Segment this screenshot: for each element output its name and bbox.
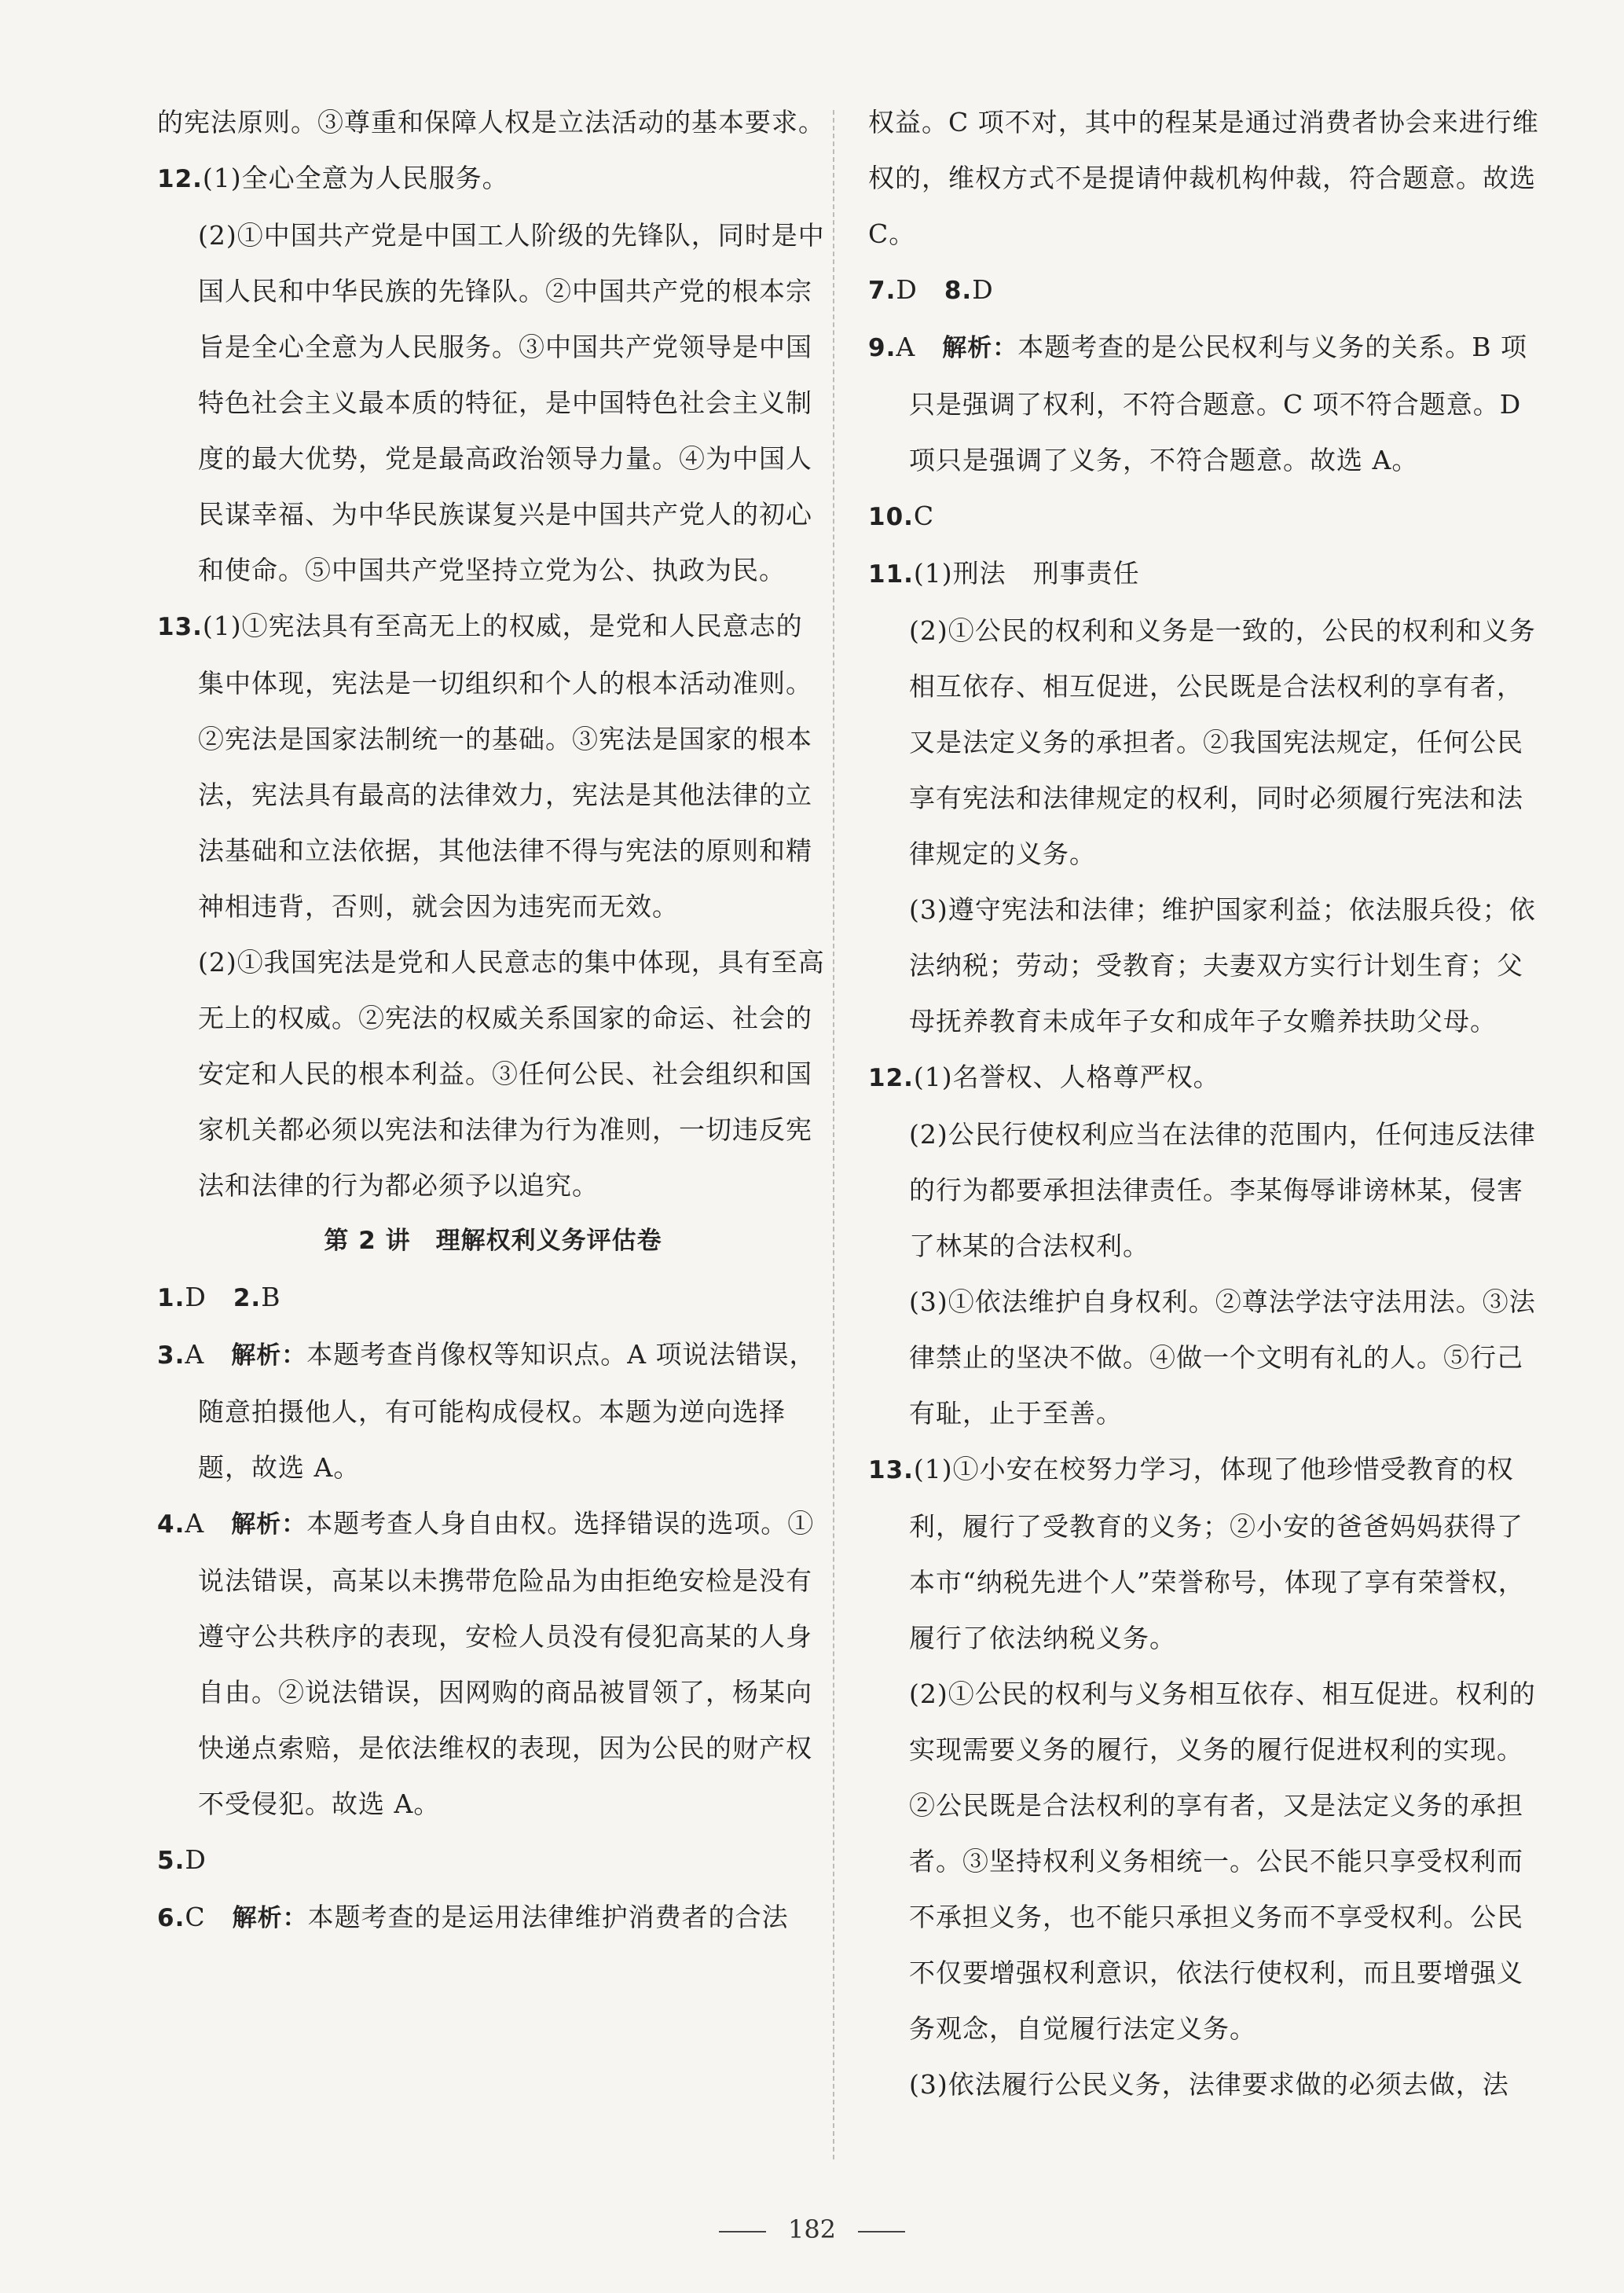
answer-text: (1)①宪法具有至高无上的权威，是党和人民意志的集中体现，宪法是一切组织和个人的根本活动准则。②宪法是国家法制统一的基础。③宪法是国家的根本法，宪法具有最高的法律效力，宪法是其他法律的立法基础和立法依据，其他法律不得与宪法的原则和精神相违背，否则，就会因为违宪而无效。 [198,611,812,922]
answer-text: D [185,1282,233,1312]
answer-text: C [913,501,935,531]
answer-text: B [261,1282,281,1312]
question-number: 10. [868,503,914,531]
question-number: 5. [157,1847,185,1875]
answer-text: (1)①小安在校努力学习，体现了他珍惜受教育的权利，履行了受教育的义务；②小安的爸爸妈妈获得了本市“纳税先进个人”荣誉称号，体现了享有荣誉权，履行了依法纳税义务。 [909,1454,1525,1653]
page-footer [0,2214,1624,2244]
question-number: 9. [868,334,896,362]
section-title: 第 2 讲 理解权利义务评估卷 [324,1227,662,1255]
question-number: 3. [157,1341,185,1370]
answer-item [157,598,829,934]
answer-item [868,262,1540,319]
answer-subpart: (3)①依法维护自身权利。②尊法学法守法用法。③法律禁止的坚决不做。④做一个文明有礼的人。⑤行己有耻，止于至善。 [909,1286,1536,1429]
answer-item [868,545,1540,603]
answer-text: C [185,1902,233,1932]
question-number: 12. [157,165,203,193]
question-number: 11. [868,560,914,589]
answer-text: D [185,1844,207,1875]
answer-text: 本题考查人身自由权。选择错误的选项。①说法错误，高某以未携带危险品为由拒绝安检是没有遵守公共秩序的表现，安检人员没有侵犯高某的人身自由。②说法错误，因网购的商品被冒领了，杨某向快递点索赔，是依法维权的表现，因为公民的财产权不受侵犯。故选 A。 [198,1508,815,1819]
question-number: 7. [868,277,896,305]
analysis-label: 解析： [232,1904,308,1932]
question-number: 4. [157,1510,185,1539]
page-number: 182 [787,2214,837,2244]
answer-subpart: (3)依法履行公民义务，法律要求做的必须去做，法 [909,2069,1509,2100]
footer-dash-right [858,2231,905,2232]
continued-text: 的宪法原则。③尊重和保障人权是立法活动的基本要求。 [157,107,825,138]
answer-item [868,1049,1540,1106]
answer-text: D [972,274,994,305]
answer-text: D [896,274,944,305]
analysis-label: 解析： [231,1341,307,1370]
answer-subpart: (2)①公民的权利与义务相互依存、相互促进。权利的实现需要义务的履行，义务的履行促进权利的实现。②公民既是合法权利的享有者，又是法定义务的承担者。③坚持权利义务相统一。公民不能只享受权利而不承担义务，也不能只承担义务而不享受权利。公民不仅要增强权利意识，依法行使权利，而且要增强义务观念，自觉履行法定义务。 [909,1678,1536,2044]
question-number: 13. [157,613,203,641]
answer-item [157,150,829,207]
answer-text: A [896,332,943,362]
answer-item [868,1441,1540,1666]
answer-text: (1)全心全意为人民服务。 [202,163,509,193]
question-number: 8. [944,277,973,305]
answer-subpart: (3)遵守宪法和法律；维护国家利益；依法服兵役；依法纳税；劳动；受教育；夫妻双方实行计划生育；父母抚养教育未成年子女和成年子女赡养扶助父母。 [909,894,1536,1036]
answer-text: 本题考查肖像权等知识点。A 项说法错误，随意拍摄他人，有可能构成侵权。本题为逆向选择题，故选 A。 [198,1339,816,1483]
question-number: 1. [157,1284,185,1312]
left-column [157,94,829,1946]
answer-text: A [185,1508,232,1539]
footer-dash-left [719,2231,766,2232]
answer-item [157,1269,829,1326]
continued-text: 权益。C 项不对，其中的程某是通过消费者协会来进行维权的，维权方式不是提请仲裁机构仲裁，符合题意。故选 C。 [868,107,1539,249]
answer-item [157,1889,829,1946]
answer-subpart: (2)①我国宪法是党和人民意志的集中体现，具有至高无上的权威。②宪法的权威关系国家的命运、社会的安定和人民的根本利益。③任何公民、社会组织和国家机关都必须以宪法和法律为行为准则，一切违反宪法和法律的行为都必须予以追究。 [198,947,825,1201]
answer-item [868,319,1540,488]
answer-item [157,1495,829,1832]
analysis-label: 解析： [231,1510,307,1539]
answer-subpart: (2)①公民的权利和义务是一致的，公民的权利和义务相互依存、相互促进，公民既是合法权利的享有者，又是法定义务的承担者。②我国宪法规定，任何公民享有宪法和法律规定的权利，同时必须履行宪法和法律规定的义务。 [909,615,1536,869]
question-number: 12. [868,1064,914,1092]
answer-subpart: (2)公民行使权利应当在法律的范围内，任何违反法律的行为都要承担法律责任。李某侮辱诽谤林某，侵害了林某的合法权利。 [909,1119,1536,1261]
answer-subpart: (2)①中国共产党是中国工人阶级的先锋队，同时是中国人民和中华民族的先锋队。②中国共产党的根本宗旨是全心全意为人民服务。③中国共产党领导是中国特色社会主义最本质的特征，是中国特色社会主义制度的最大优势，党是最高政治领导力量。④为中国人民谋幸福、为中华民族谋复兴是中国共产党人的初心和使命。⑤中国共产党坚持立党为公、执政为民。 [198,220,825,585]
answer-text: (1)名誉权、人格尊严权。 [913,1062,1220,1092]
answer-item [868,488,1540,545]
right-column [868,94,1540,2112]
question-number: 6. [157,1904,185,1932]
answer-item [157,1326,829,1495]
column-divider [833,110,834,2159]
analysis-label: 解析： [942,334,1018,362]
question-number: 13. [868,1456,914,1484]
answer-text: 本题考查的是公民权利与义务的关系。B 项只是强调了权利，不符合题意。C 项不符合题意。D 项只是强调了义务，不符合题意。故选 A。 [909,332,1527,475]
answer-item [157,1832,829,1889]
question-number: 2. [233,1284,262,1312]
answer-text: A [185,1339,232,1370]
answer-text: (1)刑法 刑事责任 [913,558,1140,589]
answer-text: 本题考查的是运用法律维护消费者的合法 [307,1902,789,1932]
